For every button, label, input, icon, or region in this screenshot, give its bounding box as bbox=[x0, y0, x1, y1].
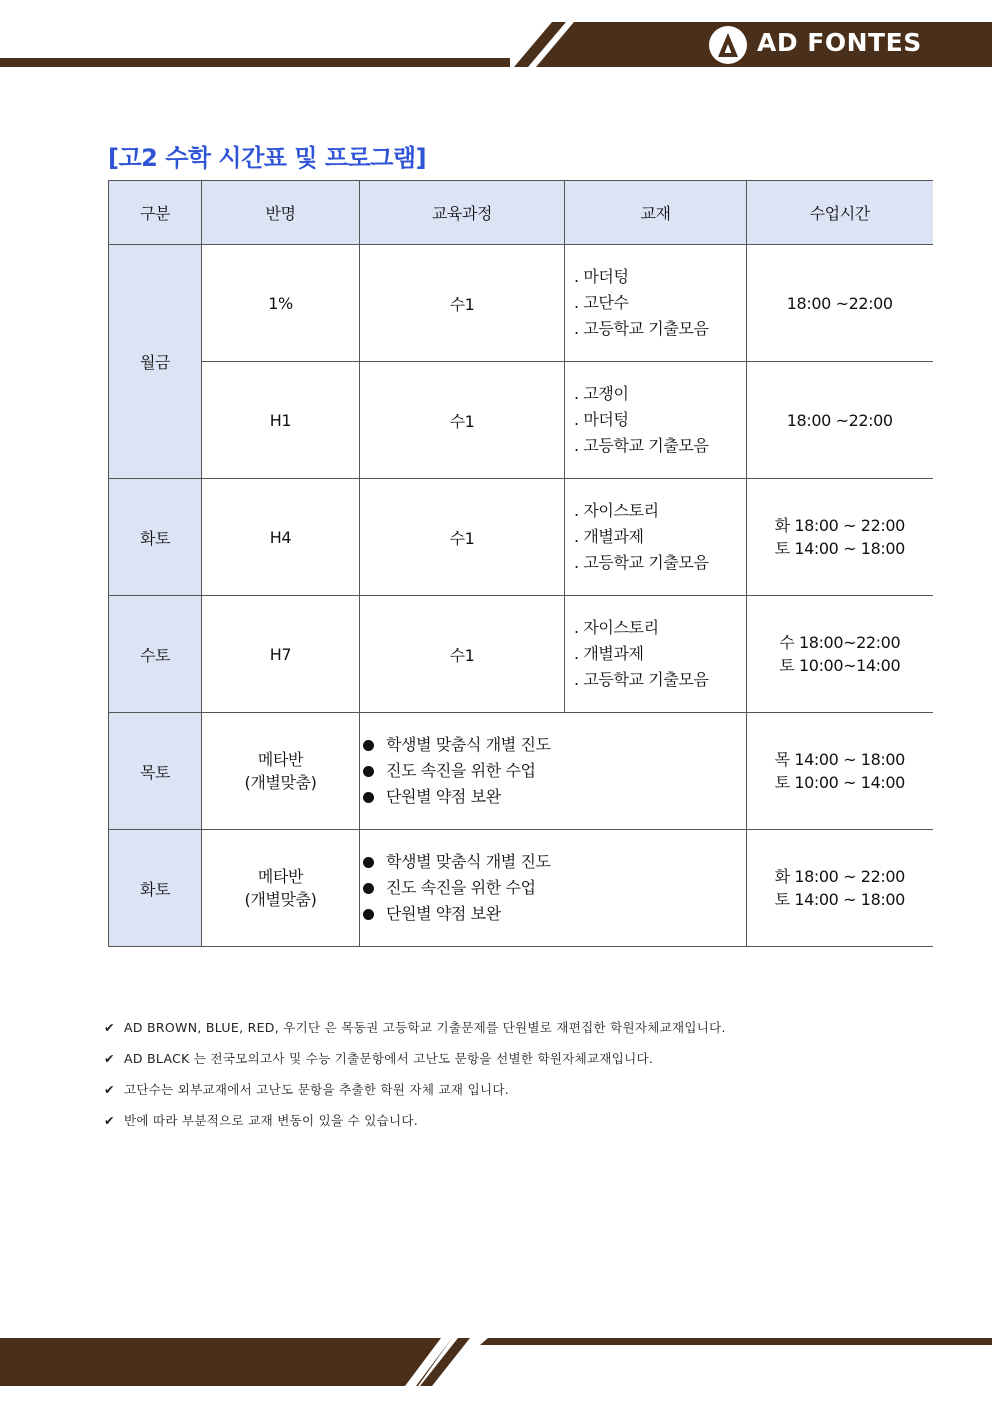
time-line: 토 10:00~14:00 bbox=[779, 656, 901, 675]
materials-cell bbox=[565, 362, 747, 479]
materials-cell bbox=[565, 245, 747, 362]
time-line: 18:00 ~22:00 bbox=[786, 293, 893, 313]
class-line: 메타반 bbox=[257, 750, 304, 769]
program-cell bbox=[360, 830, 747, 947]
material-item: . 자이스토리 bbox=[574, 501, 659, 520]
class-line: 메타반 bbox=[257, 867, 304, 886]
table-row bbox=[109, 830, 933, 947]
time-cell bbox=[747, 830, 933, 947]
check-icon: ✔ bbox=[104, 1082, 115, 1097]
footer-band bbox=[0, 1330, 992, 1403]
class-cell: H7 bbox=[202, 596, 360, 713]
table-row bbox=[109, 596, 933, 713]
time-line: 화 18:00 ~ 22:00 bbox=[774, 516, 905, 535]
bullet-icon bbox=[363, 883, 374, 894]
class-line: (개별맞춤) bbox=[244, 773, 317, 792]
time-line: 토 10:00 ~ 14:00 bbox=[774, 773, 905, 792]
header-time: 수업시간 bbox=[747, 181, 933, 245]
day-cell: 월금 bbox=[109, 245, 202, 479]
logo-mark-icon bbox=[709, 26, 747, 64]
material-item: . 고등학교 기출모음 bbox=[574, 436, 709, 455]
day-cell: 화토 bbox=[109, 830, 202, 947]
time-cell bbox=[747, 479, 933, 596]
header-category: 구분 bbox=[109, 181, 202, 245]
brand-name: AD FONTES bbox=[757, 28, 922, 57]
class-cell: H1 bbox=[202, 362, 360, 479]
time-line: 화 18:00 ~ 22:00 bbox=[774, 867, 905, 886]
program-item: 학생별 맞춤식 개별 진도 bbox=[363, 849, 746, 875]
time-line: 토 14:00 ~ 18:00 bbox=[774, 890, 905, 909]
time-line: 토 14:00 ~ 18:00 bbox=[774, 539, 905, 558]
day-cell: 화토 bbox=[109, 479, 202, 596]
table-header-row bbox=[109, 181, 933, 245]
material-item: . 고단수 bbox=[574, 293, 629, 312]
bullet-icon bbox=[363, 792, 374, 803]
bullet-icon bbox=[363, 857, 374, 868]
course-cell: 수1 bbox=[360, 596, 565, 713]
program-item: 단원별 약점 보완 bbox=[363, 901, 746, 927]
table-row bbox=[109, 479, 933, 596]
course-cell: 수1 bbox=[360, 245, 565, 362]
material-item: . 자이스토리 bbox=[574, 618, 659, 637]
header-materials: 교재 bbox=[565, 181, 747, 245]
course-cell: 수1 bbox=[360, 362, 565, 479]
table-row bbox=[109, 245, 933, 362]
check-icon: ✔ bbox=[104, 1020, 115, 1035]
day-cell: 수토 bbox=[109, 596, 202, 713]
header-course: 교육과정 bbox=[360, 181, 565, 245]
class-cell bbox=[202, 830, 360, 947]
note-item: ✔ 고단수는 외부교재에서 고난도 문항을 추출한 학원 자체 교재 입니다. bbox=[104, 1082, 509, 1097]
bullet-icon bbox=[363, 909, 374, 920]
schedule-table bbox=[108, 180, 933, 947]
time-line: 수 18:00~22:00 bbox=[779, 633, 901, 652]
material-item: . 고등학교 기출모음 bbox=[574, 553, 709, 572]
bullet-icon bbox=[363, 766, 374, 777]
check-icon: ✔ bbox=[104, 1113, 115, 1128]
page-title: [고2 수학 시간표 및 프로그램] bbox=[108, 144, 427, 172]
class-cell bbox=[202, 713, 360, 830]
notes-list bbox=[104, 1018, 726, 1142]
material-item: . 고등학교 기출모음 bbox=[574, 670, 709, 689]
program-item: 학생별 맞춤식 개별 진도 bbox=[363, 732, 746, 758]
material-item: . 개별과제 bbox=[574, 644, 644, 663]
program-item: 진도 속진을 위한 수업 bbox=[363, 758, 746, 784]
class-line: (개별맞춤) bbox=[244, 890, 317, 909]
materials-cell bbox=[565, 479, 747, 596]
table-row bbox=[109, 713, 933, 830]
course-cell: 수1 bbox=[360, 479, 565, 596]
materials-cell bbox=[565, 596, 747, 713]
check-icon: ✔ bbox=[104, 1051, 115, 1066]
time-cell bbox=[747, 596, 933, 713]
material-item: . 마더텅 bbox=[574, 410, 629, 429]
time-cell bbox=[747, 245, 933, 362]
material-item: . 개별과제 bbox=[574, 527, 644, 546]
note-item: ✔ AD BROWN, BLUE, RED, 우기단 은 목동권 고등학교 기출문제를 단원별로 재편집한 학원자체교재입니다. bbox=[104, 1020, 726, 1035]
time-line: 목 14:00 ~ 18:00 bbox=[774, 750, 905, 769]
note-item: ✔ AD BLACK 는 전국모의고사 및 수능 기출문항에서 고난도 문항을 선별한 학원자체교재입니다. bbox=[104, 1051, 654, 1066]
day-cell: 목토 bbox=[109, 713, 202, 830]
table-row bbox=[109, 362, 933, 479]
time-cell bbox=[747, 713, 933, 830]
time-cell bbox=[747, 362, 933, 479]
class-cell: 1% bbox=[202, 245, 360, 362]
program-item: 진도 속진을 위한 수업 bbox=[363, 875, 746, 901]
material-item: . 마더텅 bbox=[574, 267, 629, 286]
note-item: ✔ 반에 따라 부분적으로 교재 변동이 있을 수 있습니다. bbox=[104, 1113, 419, 1128]
program-item: 단원별 약점 보완 bbox=[363, 784, 746, 810]
time-line: 18:00 ~22:00 bbox=[786, 410, 893, 430]
material-item: . 고등학교 기출모음 bbox=[574, 319, 709, 338]
header-class: 반명 bbox=[202, 181, 360, 245]
bullet-icon bbox=[363, 740, 374, 751]
brand-logo bbox=[709, 24, 922, 64]
program-cell bbox=[360, 713, 747, 830]
material-item: . 고쟁이 bbox=[574, 384, 629, 403]
class-cell: H4 bbox=[202, 479, 360, 596]
